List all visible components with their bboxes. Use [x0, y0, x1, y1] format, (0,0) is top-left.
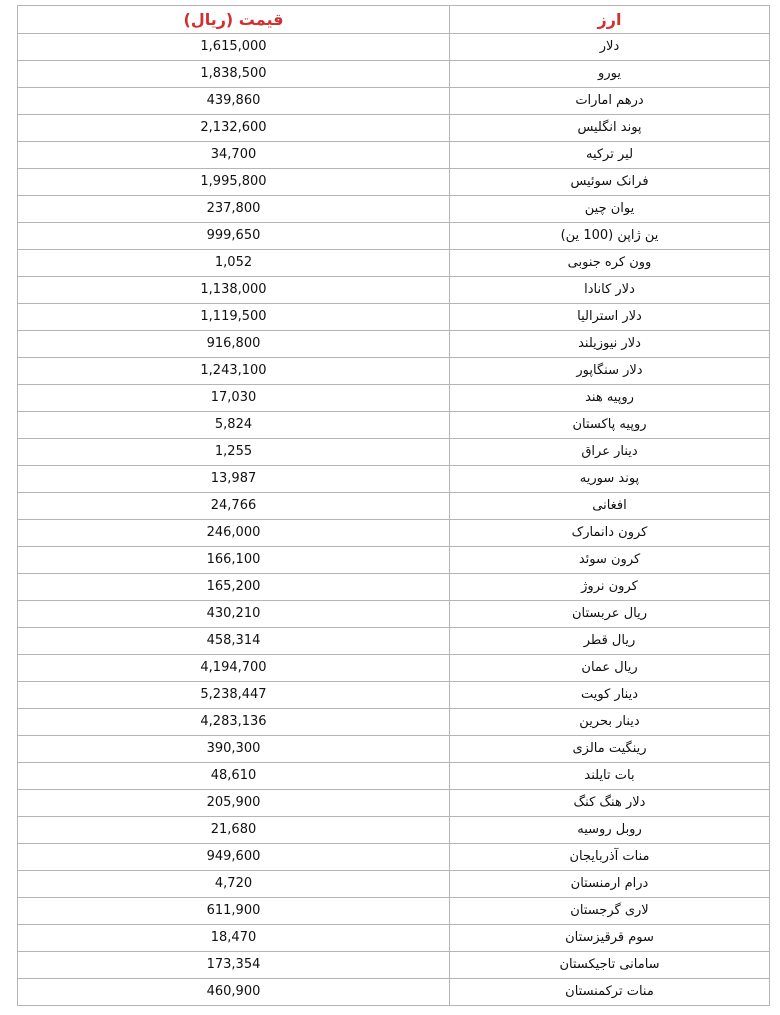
table-row [18, 304, 770, 331]
price-cell: 237,800 [18, 196, 450, 223]
price-cell: 999,650 [18, 223, 450, 250]
price-cell: 460,900 [18, 979, 450, 1006]
table-row [18, 34, 770, 61]
table-row [18, 574, 770, 601]
table-row [18, 790, 770, 817]
table-row [18, 331, 770, 358]
table-row [18, 844, 770, 871]
table-row [18, 655, 770, 682]
price-cell: 18,470 [18, 925, 450, 952]
currency-cell: پوند انگلیس [450, 115, 770, 142]
price-cell: 390,300 [18, 736, 450, 763]
table-row [18, 223, 770, 250]
table-row [18, 898, 770, 925]
price-cell: 4,283,136 [18, 709, 450, 736]
price-cell: 439,860 [18, 88, 450, 115]
price-cell: 916,800 [18, 331, 450, 358]
currency-cell: ریال قطر [450, 628, 770, 655]
price-cell: 2,132,600 [18, 115, 450, 142]
price-cell: 173,354 [18, 952, 450, 979]
currency-cell: کرون نروژ [450, 574, 770, 601]
table-header-row [18, 6, 770, 34]
currency-cell: درهم امارات [450, 88, 770, 115]
table-row [18, 358, 770, 385]
currency-cell: یوان چین [450, 196, 770, 223]
currency-cell: کرون دانمارک [450, 520, 770, 547]
price-cell: 166,100 [18, 547, 450, 574]
price-cell: 5,238,447 [18, 682, 450, 709]
table-row [18, 88, 770, 115]
price-cell: 1,138,000 [18, 277, 450, 304]
currency-cell: پوند سوریه [450, 466, 770, 493]
price-cell: 205,900 [18, 790, 450, 817]
currency-cell: وون کره جنوبی [450, 250, 770, 277]
table-row [18, 61, 770, 88]
currency-cell: دینار بحرین [450, 709, 770, 736]
price-cell: 949,600 [18, 844, 450, 871]
table-row [18, 628, 770, 655]
price-cell: 34,700 [18, 142, 450, 169]
currency-cell: روبل روسیه [450, 817, 770, 844]
table-row [18, 925, 770, 952]
price-cell: 1,255 [18, 439, 450, 466]
table-row [18, 979, 770, 1006]
table-row [18, 196, 770, 223]
table-row [18, 736, 770, 763]
table-row [18, 412, 770, 439]
table-row [18, 493, 770, 520]
currency-cell: دلار نیوزیلند [450, 331, 770, 358]
price-cell: 611,900 [18, 898, 450, 925]
currency-cell: ین ژاپن (100 ین) [450, 223, 770, 250]
table-row [18, 385, 770, 412]
table-row [18, 439, 770, 466]
currency-cell: دلار هنگ کنگ [450, 790, 770, 817]
currency-cell: دینار کویت [450, 682, 770, 709]
price-cell: 458,314 [18, 628, 450, 655]
currency-cell: دلار [450, 34, 770, 61]
table-row [18, 169, 770, 196]
price-cell: 1,119,500 [18, 304, 450, 331]
currency-cell: ریال عربستان [450, 601, 770, 628]
currency-cell: کرون سوئد [450, 547, 770, 574]
currency-rates-table [17, 5, 770, 1006]
price-cell: 1,243,100 [18, 358, 450, 385]
currency-cell: سامانی تاجیکستان [450, 952, 770, 979]
currency-cell: دینار عراق [450, 439, 770, 466]
price-cell: 13,987 [18, 466, 450, 493]
table-row [18, 763, 770, 790]
price-cell: 430,210 [18, 601, 450, 628]
currency-cell: یورو [450, 61, 770, 88]
currency-cell: رینگیت مالزی [450, 736, 770, 763]
table-row [18, 277, 770, 304]
table-row [18, 142, 770, 169]
table-row [18, 709, 770, 736]
price-cell: 4,720 [18, 871, 450, 898]
currency-cell: بات تایلند [450, 763, 770, 790]
table-row [18, 547, 770, 574]
currency-cell: سوم قرقیزستان [450, 925, 770, 952]
table-row [18, 682, 770, 709]
currency-cell: ریال عمان [450, 655, 770, 682]
table-row [18, 250, 770, 277]
table-row [18, 115, 770, 142]
price-cell: 17,030 [18, 385, 450, 412]
price-cell: 1,615,000 [18, 34, 450, 61]
table-row [18, 952, 770, 979]
price-cell: 24,766 [18, 493, 450, 520]
currency-column-header: ارز [450, 6, 770, 34]
price-cell: 1,995,800 [18, 169, 450, 196]
table-row [18, 601, 770, 628]
currency-cell: فرانک سوئیس [450, 169, 770, 196]
price-cell: 246,000 [18, 520, 450, 547]
price-column-header: قیمت (ریال) [18, 6, 450, 34]
currency-cell: روپیه پاکستان [450, 412, 770, 439]
price-cell: 5,824 [18, 412, 450, 439]
currency-cell: درام ارمنستان [450, 871, 770, 898]
currency-cell: لاری گرجستان [450, 898, 770, 925]
table-row [18, 871, 770, 898]
currency-cell: افغانی [450, 493, 770, 520]
price-cell: 1,838,500 [18, 61, 450, 88]
price-cell: 165,200 [18, 574, 450, 601]
currency-cell: منات آذربایجان [450, 844, 770, 871]
price-cell: 4,194,700 [18, 655, 450, 682]
table-row [18, 817, 770, 844]
price-cell: 21,680 [18, 817, 450, 844]
currency-cell: لیر ترکیه [450, 142, 770, 169]
table-row [18, 466, 770, 493]
price-cell: 48,610 [18, 763, 450, 790]
currency-cell: روپیه هند [450, 385, 770, 412]
currency-cell: دلار کانادا [450, 277, 770, 304]
table-row [18, 520, 770, 547]
currency-cell: دلار استرالیا [450, 304, 770, 331]
currency-cell: منات ترکمنستان [450, 979, 770, 1006]
currency-cell: دلار سنگاپور [450, 358, 770, 385]
price-cell: 1,052 [18, 250, 450, 277]
